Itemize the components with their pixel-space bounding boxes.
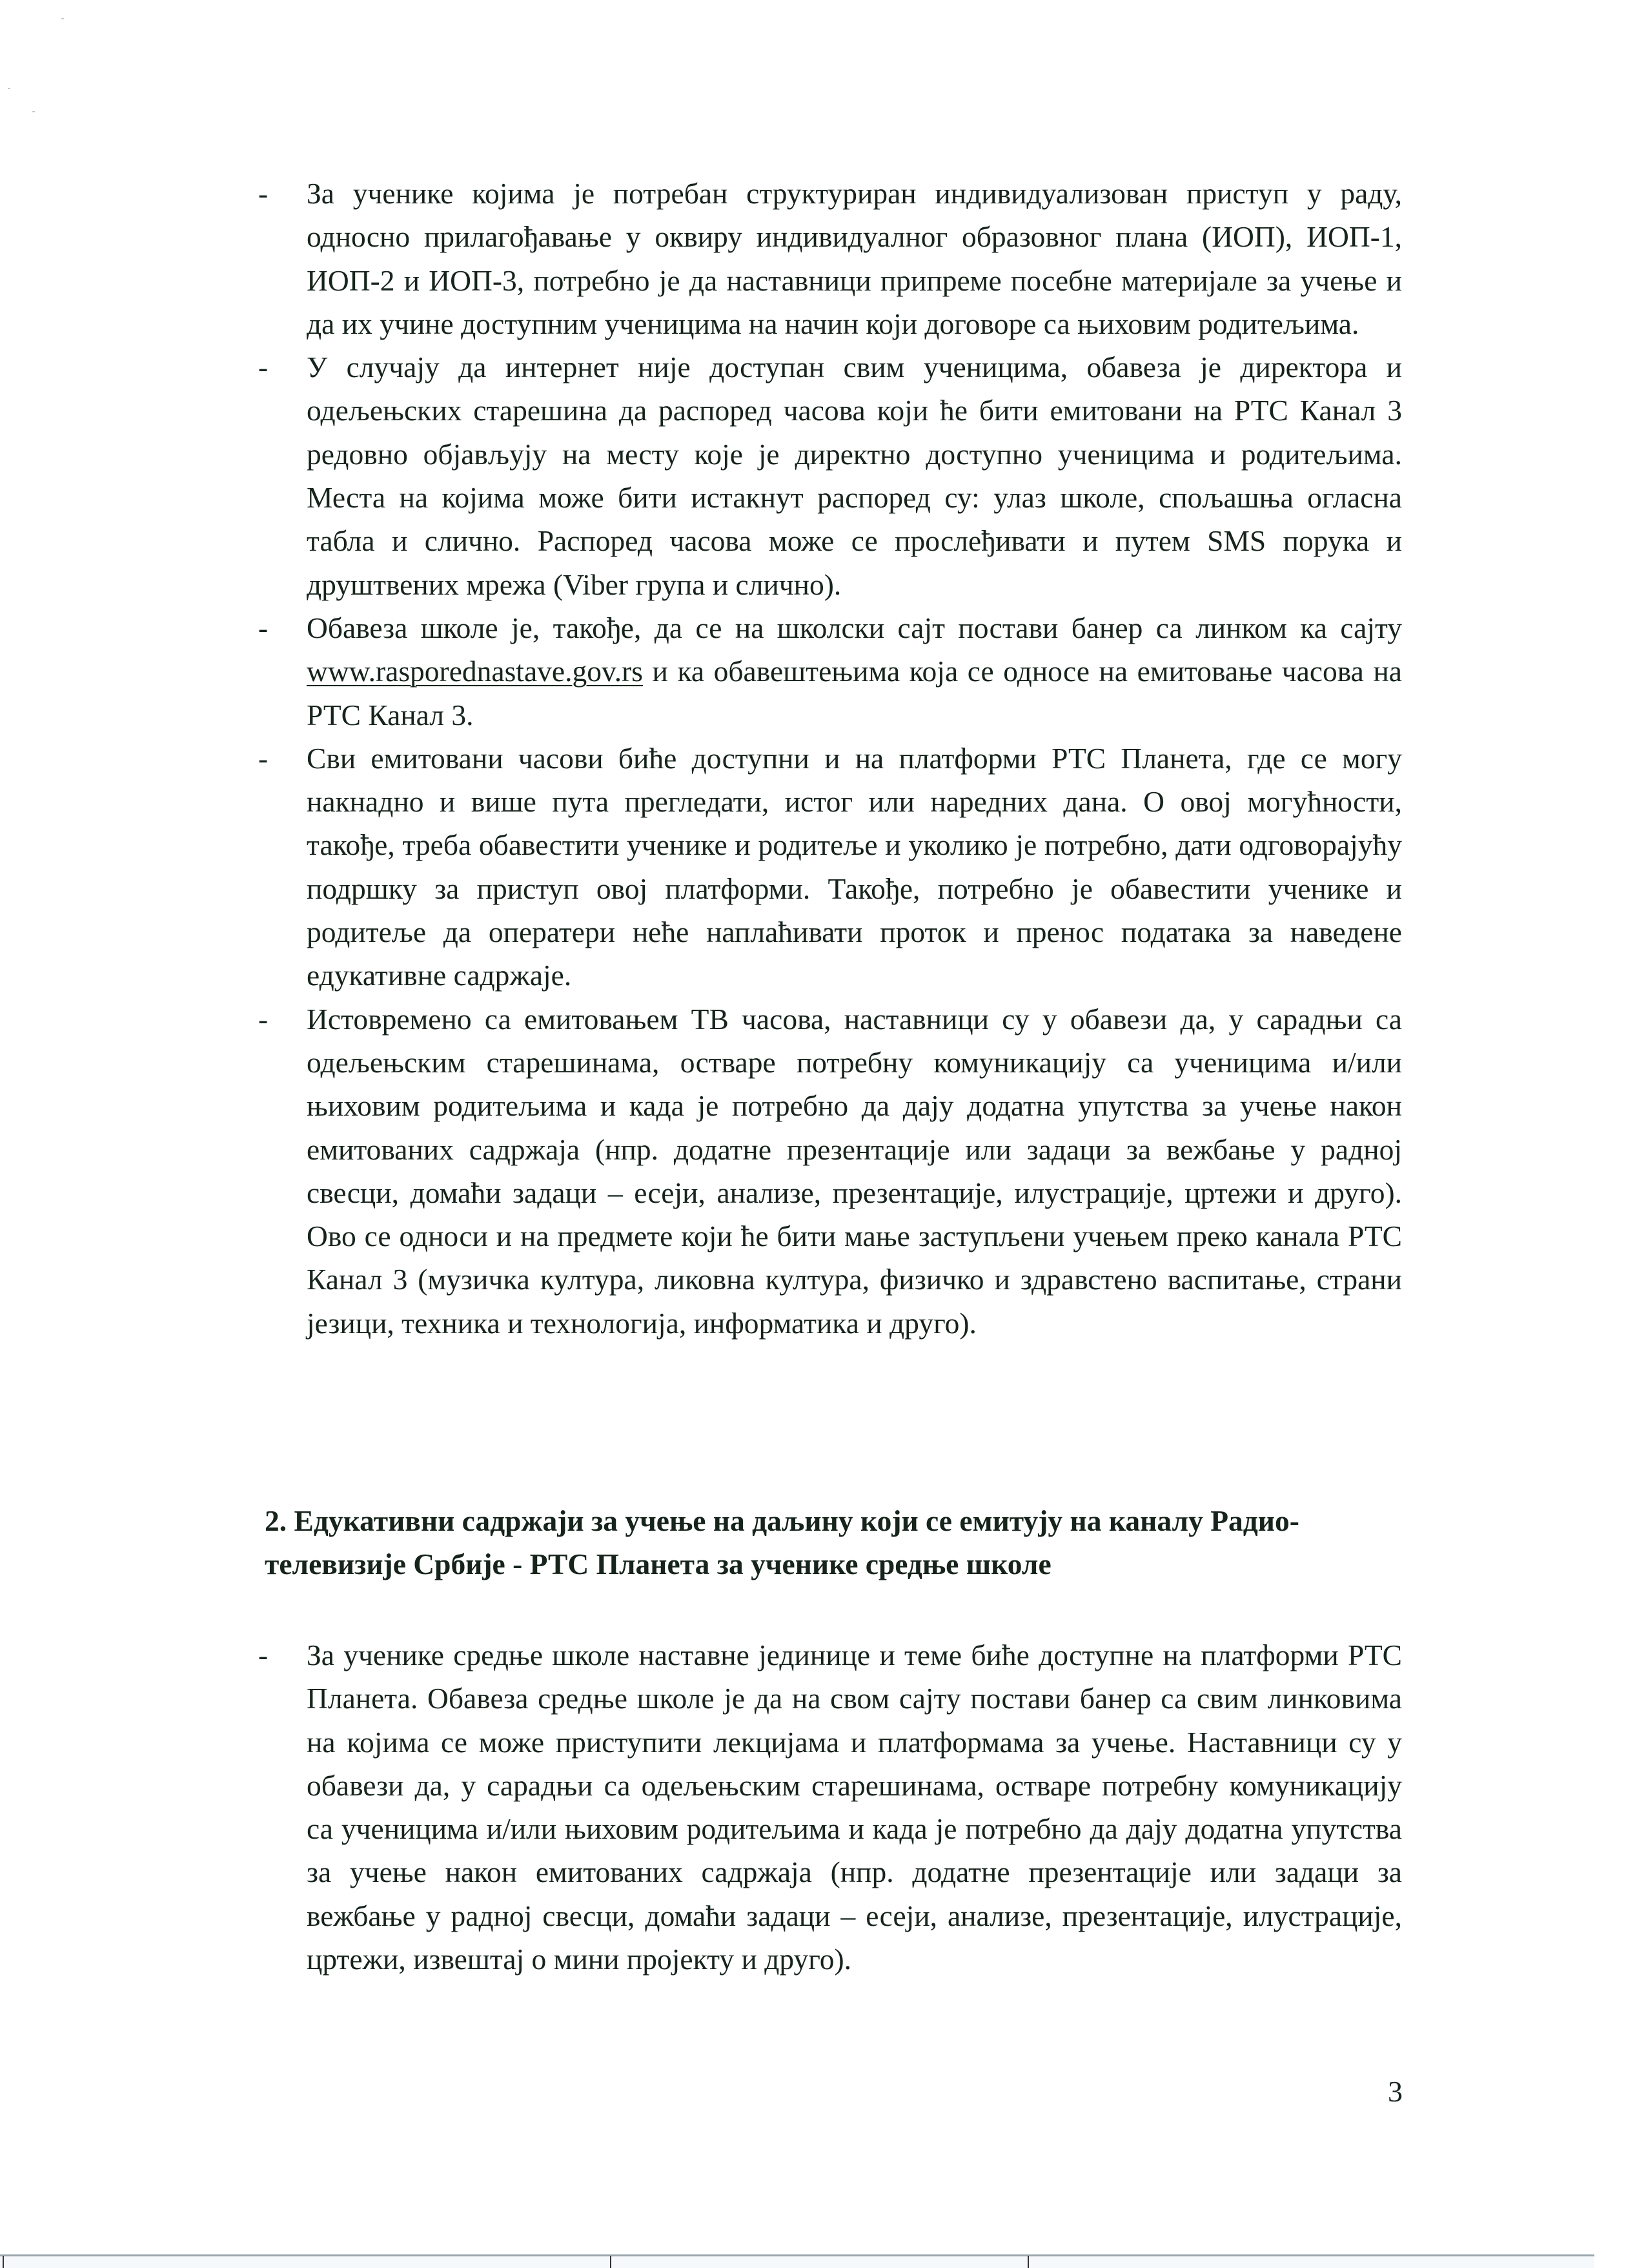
page-number: 3 <box>1388 2075 1403 2108</box>
list-item-text-before-link: Обавеза школе је, такође, да се на школски сајт постави банер са линком ка сајту <box>307 611 1402 644</box>
list-item-iop-students <box>258 172 1402 345</box>
list-item-text: Сви емитовани часови биће доступни и на платформи РТС Планета, где се могу накнадно и више пута прегледати, истог или наредних дана. О овој могућности, такође, треба обавестити ученике и родитеље и уколико је потребно, дати одговорајућу подршку за приступ овој платформи. Такође, потребно је обавестити ученике и родитеље да оператери неће наплаћивати проток и пренос података за наведене едукативне садржаје. <box>307 741 1402 992</box>
bullet-dash: - <box>258 177 269 210</box>
list-item-text: У случају да интернет није доступан свим ученицима, обавеза је директора и одељењских старешина да распоред часова који ће бити емитовани на РТС Канал 3 редовно објављују на месту које је директно доступно ученицима и родитељима. Места на којима може бити истакнут распоред су: улаз школе, спољашња огласна табла и слично. Распоред часова може се прослеђивати и путем SMS порука и друштвених мрежа (Viber група и слично). <box>307 351 1402 601</box>
section-2-bullet-list <box>258 1633 1402 1981</box>
list-item-secondary-school <box>258 1633 1402 1981</box>
list-item-teacher-communication <box>258 997 1402 1345</box>
list-item-text: За ученике средње школе наставне јединице и теме биће доступне на платформи РТС Планета. Обавеза средње школе је да на свом сајту постави банер са свим линковима на којима се може приступити лекцијама и платформама за учење. Наставници су у обавези да, у сарадњи са одељењским старешинама, остваре потребну комуникацију са ученицима и/или њиховим родитељима и када је потребно да дају додатна упутства за учење након емитованих садржаја (нпр. додатне презентације или задаци за вежбање у радној свесци, домаћи задаци – есеји, анализе, презентације, илустрације, цртежи, извештај о мини пројекту и друго). <box>307 1639 1402 1976</box>
list-item-no-internet <box>258 345 1402 606</box>
bullet-dash: - <box>258 351 269 384</box>
scan-edge-mark <box>3 2256 4 2268</box>
bullet-dash: - <box>258 1002 269 1036</box>
bullet-dash: - <box>258 611 269 644</box>
scan-bottom-edge <box>0 2254 1594 2268</box>
list-item-text: За ученике којима је потребан структуриран индивидуализован приступ у раду, односно прилагођавање у оквиру индивидуалног образовног плана (ИОП), ИОП-1, ИОП-2 и ИОП-3, потребно је да наставници припреме посебне материјале за учење и да их учине доступним ученицима на начин који договоре са њиховим родитељима. <box>307 177 1402 340</box>
section-2-heading: 2. Едукативни садржаји за учење на даљину који се емитују на каналу Радио-телевизије Србије - РТС Планета за ученике средње школе <box>265 1504 1299 1580</box>
raspored-nastave-link[interactable]: www.rasporednastave.gov.rs <box>307 655 643 688</box>
list-item-text: Истовремено са емитовањем ТВ часова, наставници су у обавези да, у сарадњи са одељењским старешинама, остваре потребну комуникацију са ученицима и/или њиховим родитељима и када је потребно да дају додатна упутства за учење након емитованих садржаја (нпр. додатне презентације или задаци за вежбање у радној свесци, домаћи задаци – есеји, анализе, презентације, илустрације, цртежи и друго). Ово се односи и на предмете који ће бити мање заступљени учењем преко канала РТС Канал 3 (музичка култура, ликовна култура, физичко и здравстено васпитање, страни језици, техника и технологија, информатика и друго). <box>307 1002 1402 1340</box>
bullet-dash: - <box>258 1639 269 1671</box>
scan-edge-mark <box>610 2256 611 2268</box>
list-item-text-after-link: и ка обавештењима која се односе на емитовање часова на РТС Канал 3. <box>307 655 1402 731</box>
bullet-dash: - <box>258 741 269 775</box>
list-item-school-banner <box>258 606 1402 737</box>
section-1-bullet-list <box>258 172 1402 1345</box>
scan-edge-mark <box>1028 2256 1029 2268</box>
scan-speck <box>61 18 64 19</box>
list-item-rts-planeta <box>258 737 1402 997</box>
scan-speck <box>8 88 10 89</box>
scan-speck <box>32 111 35 112</box>
